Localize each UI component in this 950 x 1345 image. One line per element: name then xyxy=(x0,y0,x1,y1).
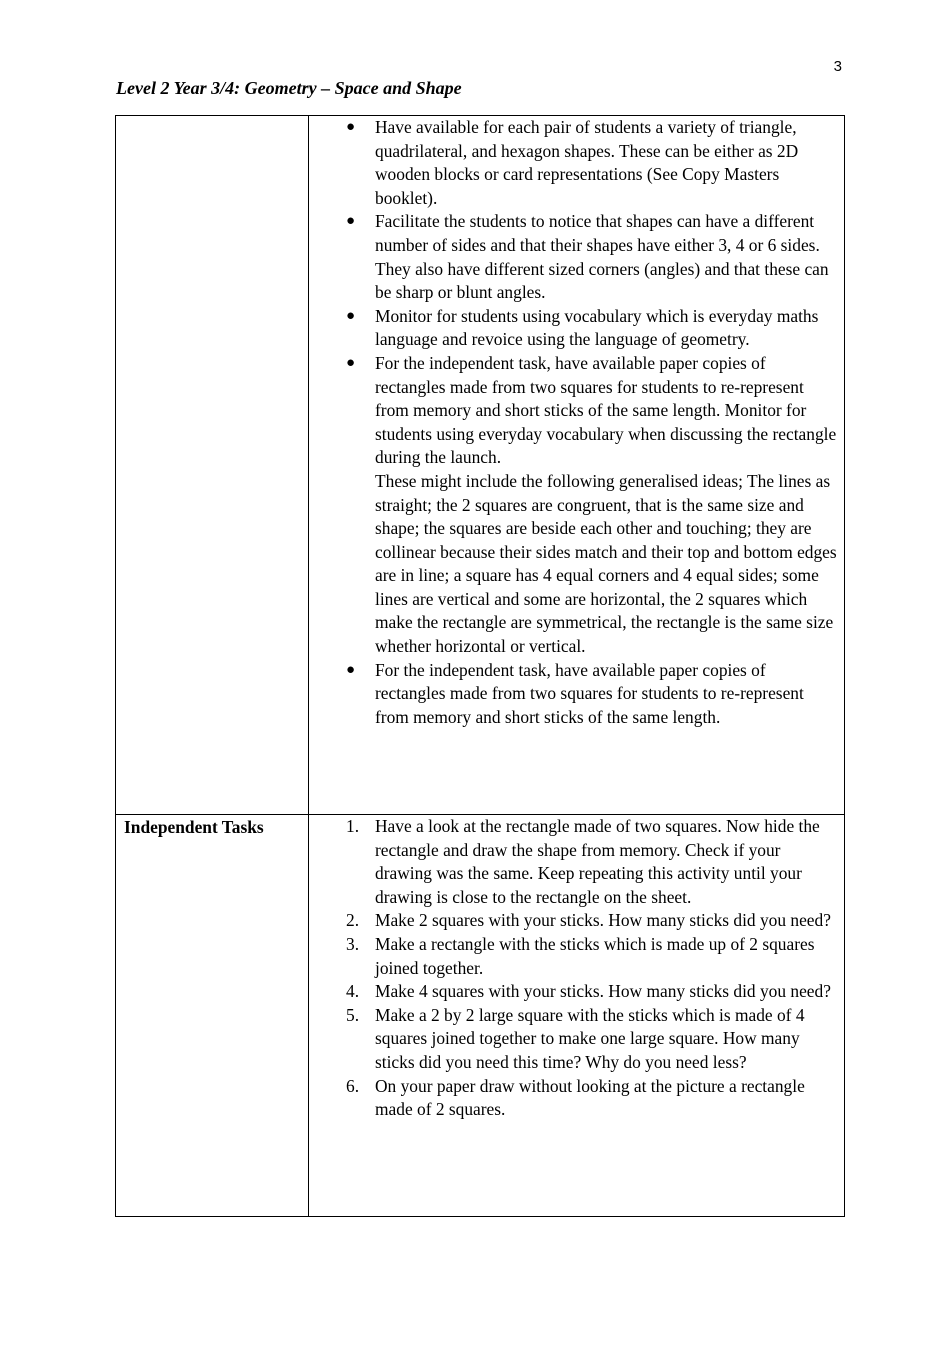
list-item xyxy=(309,352,838,659)
table-cell-label-empty xyxy=(116,116,309,815)
list-item-number: 6. xyxy=(346,1075,360,1096)
list-item-text: On your paper draw without looking at the picture a rectangle made of 2 squares. xyxy=(375,1075,805,1120)
list-item xyxy=(309,1004,838,1075)
bullet-icon: ● xyxy=(346,213,356,230)
list-item xyxy=(309,116,838,210)
table-row-teacher-notes xyxy=(116,116,845,815)
table-cell-label xyxy=(116,815,309,1217)
list-item-number: 5. xyxy=(346,1004,360,1025)
bullet-icon: ● xyxy=(346,119,356,135)
teacher-notes-list xyxy=(309,116,838,737)
bullet-icon: ● xyxy=(346,661,356,678)
list-item xyxy=(309,210,838,304)
list-item xyxy=(309,659,838,730)
list-item xyxy=(309,980,838,1004)
list-item-text: Monitor for students using vocabulary which is everyday maths language and revoice using the language of geometry. xyxy=(375,305,819,350)
list-item-text: For the independent task, have available paper copies of rectangles made from two squares for students to re-represent from memory and short sticks of the same length. xyxy=(375,659,804,727)
list-item-text: Make a 2 by 2 large square with the sticks which is made of 4 squares joined together to make one large square. How many sticks did you need this time? Why do you need less? xyxy=(375,1004,805,1072)
list-item xyxy=(309,1075,838,1122)
list-item-text: Make 2 squares with your sticks. How many sticks did you need? xyxy=(375,910,831,931)
list-item-number: 3. xyxy=(346,933,360,954)
document-title: Level 2 Year 3/4: Geometry – Space and Shape xyxy=(116,78,462,98)
bullet-icon: ● xyxy=(346,307,356,324)
list-item-text: Facilitate the students to notice that shapes can have a different number of sides and that their shapes have either 3, 4 or 6 sides. They also have different sized corners (angles) and that these can be sharp or blunt angles. xyxy=(375,211,829,303)
row-label-independent-tasks: Independent Tasks xyxy=(124,817,264,837)
list-item-text: For the independent task, have available paper copies of rectangles made from two squares for students to re-represent from memory and short sticks of the same length. Monitor for students using everyday vocabulary when discussing the rectangle during the launch. xyxy=(375,352,837,468)
table-cell-notes xyxy=(309,116,845,815)
list-item-number: 1. xyxy=(346,816,360,836)
table-cell-tasks xyxy=(309,815,845,1217)
list-item-text: Have available for each pair of students a variety of triangle, quadrilateral, and hexagon shapes. These can be either as 2D wooden blocks or card representations (See Copy Masters booklet). xyxy=(375,117,799,208)
list-item-number: 4. xyxy=(346,981,360,1002)
bullet-icon: ● xyxy=(346,354,356,371)
lesson-table xyxy=(115,115,845,1217)
list-item-text: Make a rectangle with the sticks which is made up of 2 squares joined together. xyxy=(375,933,815,978)
table-row-independent-tasks xyxy=(116,815,845,1217)
list-item-text: Make 4 squares with your sticks. How many sticks did you need? xyxy=(375,981,831,1002)
page-number: 3 xyxy=(833,58,842,75)
list-item xyxy=(309,305,838,352)
list-item-text: Have a look at the rectangle made of two squares. Now hide the rectangle and draw the shape from memory. Check if your drawing was the same. Keep repeating this activity until your drawing is close to the rectangle on the sheet. xyxy=(375,816,820,907)
list-item xyxy=(309,933,838,980)
list-item-continuation: These might include the following generalised ideas; The lines as straight; the 2 squares are congruent, that is the same size and shape; the squares are beside each other and touching; they are collinear because their sides match and their top and bottom edges are in line; a square has 4 equal corners and 4 equal sides; some lines are vertical and some are horizontal, the 2 squares which make the rectangle are symmetrical, the rectangle is the same size whether horizontal or vertical. xyxy=(375,470,837,657)
list-item xyxy=(309,909,838,933)
list-item-number: 2. xyxy=(346,910,360,931)
independent-tasks-list xyxy=(309,815,838,1122)
list-item xyxy=(309,815,838,909)
